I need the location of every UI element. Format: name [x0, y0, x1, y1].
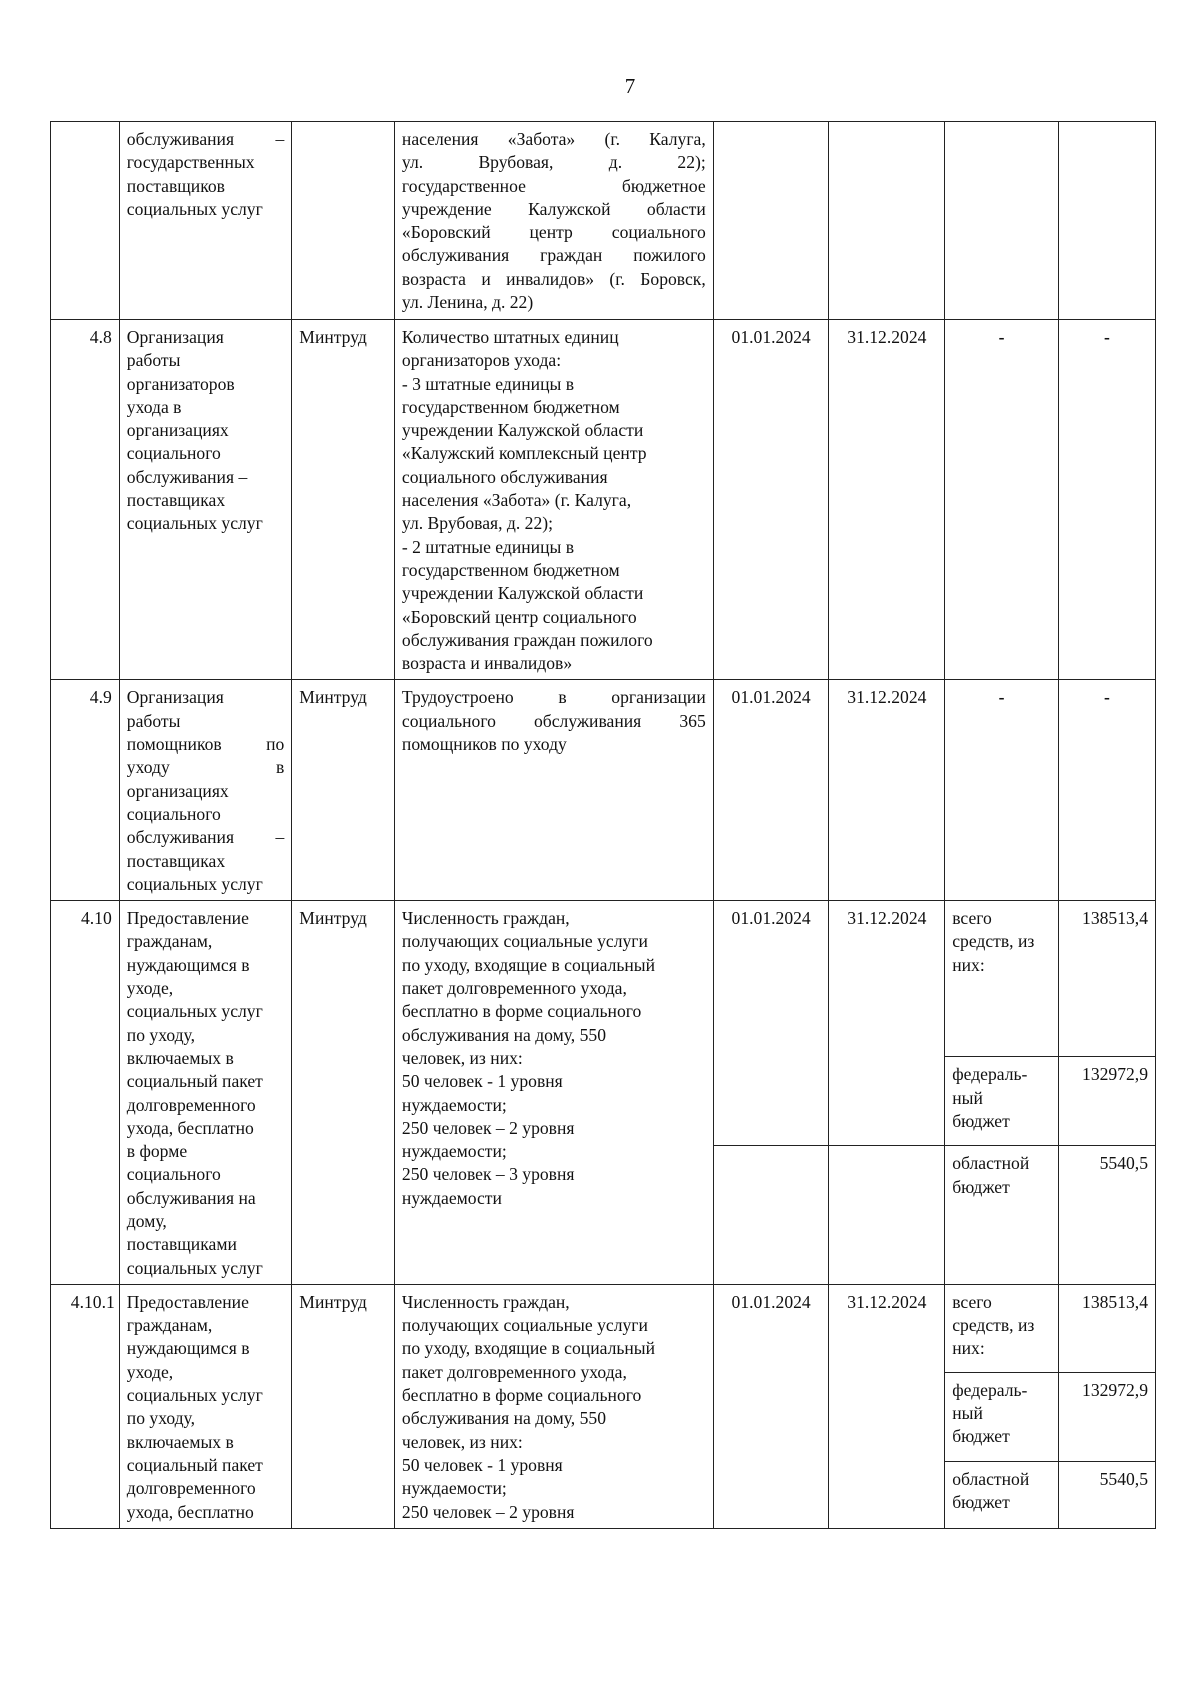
- funding-source-line: средств, из: [952, 931, 1035, 952]
- result-line: государственном бюджетном: [401, 559, 620, 580]
- funding-source-cell: [945, 1372, 1059, 1461]
- result-line: получающих социальные услуги: [401, 1315, 648, 1336]
- result-line: помощников по уходу: [401, 734, 567, 755]
- result-line: обслуживания граждан пожилого: [401, 245, 706, 266]
- table-row-4-10-1: [51, 1284, 1156, 1372]
- measure-name-line: Организация: [126, 327, 224, 347]
- funding-source-cell: [945, 1146, 1059, 1284]
- result-line: учреждении Калужской области: [401, 420, 644, 441]
- measure-name-line: помощников по: [126, 734, 285, 755]
- funding-source-cell: -: [945, 680, 1059, 901]
- measure-name-line: Предоставление: [126, 908, 249, 929]
- result-line: человек, из них:: [401, 1431, 523, 1452]
- result-line: обслуживания на дому, 550: [401, 1408, 606, 1429]
- start-date-cell: 01.01.2024: [713, 1284, 829, 1528]
- end-date-cell: 31.12.2024: [829, 1284, 945, 1528]
- funding-source-line: областной: [952, 1153, 1030, 1174]
- measure-name-line: в форме: [126, 1141, 188, 1162]
- executor-cell: Минтруд: [292, 680, 395, 901]
- measure-name-line: долговременного: [126, 1094, 256, 1115]
- result-line: возраста и инвалидов» (г. Боровск,: [401, 268, 706, 289]
- result-line: получающих социальные услуги: [401, 931, 648, 952]
- result-line: обслуживания на дому, 550: [401, 1024, 606, 1045]
- start-date-cell-empty: [713, 1146, 829, 1284]
- measure-name-line: гражданам,: [126, 1315, 213, 1336]
- measure-name-line: социального: [126, 443, 221, 464]
- measure-name-line: Организация: [126, 687, 224, 708]
- result-cell: [394, 320, 713, 680]
- result-line: 50 человек - 1 уровня: [401, 1454, 563, 1475]
- measure-name-line: организациях: [126, 780, 229, 801]
- row-number-cell: 4.9: [51, 680, 120, 901]
- result-line: 250 человек – 2 уровня: [401, 1501, 575, 1522]
- measure-name-line: уходе,: [126, 1361, 174, 1382]
- funding-amount-cell: 132972,9: [1058, 1057, 1155, 1146]
- funding-source-line: бюджет: [952, 1176, 1010, 1197]
- measure-name-line: организациях: [126, 420, 229, 441]
- measure-name-line: обслуживания –: [126, 827, 285, 848]
- result-line: Трудоустроено в организации: [401, 687, 706, 708]
- result-line: пакет долговременного ухода,: [401, 978, 627, 999]
- result-line: 250 человек – 3 уровня: [401, 1164, 575, 1185]
- measure-name-line: обслуживания –: [126, 466, 248, 487]
- measure-name-line: по уходу,: [126, 1408, 195, 1429]
- result-line: нуждаемости;: [401, 1094, 507, 1115]
- row-number-cell: 4.10: [51, 901, 120, 1285]
- start-date-cell: 01.01.2024: [713, 320, 829, 680]
- funding-source-line: бюджет: [952, 1426, 1010, 1447]
- row-number-cell: [51, 122, 120, 320]
- start-date-cell: 01.01.2024: [713, 680, 829, 901]
- result-line: ул. Врубовая, д. 22);: [401, 513, 553, 534]
- measure-name-line: нуждающимся в: [126, 1338, 250, 1359]
- funding-source-line: бюджет: [952, 1491, 1010, 1512]
- end-date-cell: [829, 122, 945, 320]
- start-date-cell: 01.01.2024: [713, 901, 829, 1146]
- measure-name-line: ухода в: [126, 396, 182, 417]
- executor-cell: Минтруд: [292, 901, 395, 1285]
- result-line: обслуживания граждан пожилого: [401, 629, 653, 650]
- measure-name-line: уходу в: [126, 757, 285, 778]
- result-line: учреждении Калужской области: [401, 583, 644, 604]
- result-line: ул. Врубовая, д. 22);: [401, 152, 706, 173]
- table-row-4-10: [51, 901, 1156, 1057]
- measure-name-line: включаемых в: [126, 1431, 234, 1452]
- funding-amount-cell: 132972,9: [1058, 1372, 1155, 1461]
- result-cell: [394, 680, 713, 901]
- start-date-cell: [713, 122, 829, 320]
- end-date-cell: 31.12.2024: [829, 320, 945, 680]
- end-date-cell-empty: [829, 1146, 945, 1284]
- measure-name-line: ухода, бесплатно: [126, 1117, 254, 1138]
- measure-name-line: социальных услуг: [126, 873, 263, 894]
- funding-source-line: областной: [952, 1468, 1030, 1489]
- row-number-cell: 4.10.1: [51, 1284, 120, 1528]
- measure-name-line: ухода, бесплатно: [126, 1501, 254, 1522]
- table-row-4-9: [51, 680, 1156, 901]
- funding-source-cell: [945, 1057, 1059, 1146]
- funding-source-line: всего: [952, 1291, 992, 1312]
- measure-name-line: социальных услуг: [126, 513, 263, 534]
- measure-name-line: социальный пакет: [126, 1071, 263, 1092]
- result-line: нуждаемости;: [401, 1141, 507, 1162]
- result-line: учреждение Калужской области: [401, 198, 706, 219]
- funding-amount-cell: -: [1058, 320, 1155, 680]
- measure-name-line: государственных: [126, 152, 255, 173]
- funding-source-cell: [945, 122, 1059, 320]
- funding-source-cell: [945, 901, 1059, 1057]
- result-line: пакет долговременного ухода,: [401, 1361, 627, 1382]
- funding-amount-cell: [1058, 122, 1155, 320]
- measure-name-cell: [119, 680, 292, 901]
- end-date-cell: 31.12.2024: [829, 680, 945, 901]
- result-cell: [394, 122, 713, 320]
- result-line: бесплатно в форме социального: [401, 1001, 642, 1022]
- result-line: по уходу, входящие в социальный: [401, 1338, 656, 1359]
- result-line: 250 человек – 2 уровня: [401, 1117, 575, 1138]
- measure-name-line: социального: [126, 803, 221, 824]
- result-line: социального обслуживания 365: [401, 710, 706, 731]
- funding-amount-cell: 138513,4: [1058, 901, 1155, 1057]
- measure-name-line: социальный пакет: [126, 1454, 263, 1475]
- measure-name-line: обслуживания на: [126, 1187, 256, 1208]
- table-row-4-8: [51, 320, 1156, 680]
- funding-source-line: федераль-: [952, 1379, 1028, 1400]
- result-line: возраста и инвалидов»: [401, 653, 573, 674]
- result-line: Численность граждан,: [401, 908, 570, 929]
- measure-name-line: поставщиках: [126, 850, 226, 871]
- measure-name-line: включаемых в: [126, 1047, 234, 1068]
- funding-source-line: всего: [952, 908, 992, 929]
- measure-name-cell: [119, 901, 292, 1285]
- result-line: человек, из них:: [401, 1047, 523, 1068]
- measure-name-line: обслуживания –: [126, 129, 285, 149]
- result-line: нуждаемости: [401, 1187, 502, 1208]
- measure-name-line: организаторов: [126, 373, 235, 394]
- measure-name-cell: [119, 320, 292, 680]
- result-line: - 2 штатные единицы в: [401, 536, 575, 557]
- measure-name-line: работы: [126, 710, 181, 731]
- result-line: ул. Ленина, д. 22): [401, 292, 534, 313]
- measure-name-line: социальных услуг: [126, 1257, 263, 1278]
- result-line: по уходу, входящие в социальный: [401, 954, 656, 975]
- funding-source-line: ный: [952, 1403, 983, 1424]
- funding-source-cell: [945, 1284, 1059, 1372]
- measure-name-line: по уходу,: [126, 1024, 195, 1045]
- result-line: государственном бюджетном: [401, 396, 620, 417]
- result-line: - 3 штатные единицы в: [401, 373, 575, 394]
- measure-name-line: социального: [126, 1164, 221, 1185]
- funding-source-cell: [945, 1461, 1059, 1528]
- measure-name-line: поставщиками: [126, 1234, 237, 1255]
- measure-name-line: поставщиках: [126, 490, 226, 511]
- funding-source-line: федераль-: [952, 1064, 1028, 1085]
- result-line: Количество штатных единиц: [401, 327, 619, 347]
- row-number-cell: 4.8: [51, 320, 120, 680]
- funding-amount-cell: 138513,4: [1058, 1284, 1155, 1372]
- executor-cell: Минтруд: [292, 1284, 395, 1528]
- page-number: 7: [624, 74, 636, 98]
- executor-cell: Минтруд: [292, 320, 395, 680]
- funding-amount-cell: 5540,5: [1058, 1461, 1155, 1528]
- result-cell: [394, 901, 713, 1285]
- funding-source-line: них:: [952, 954, 985, 975]
- result-line: «Калужский комплексный центр: [401, 443, 647, 464]
- result-cell: [394, 1284, 713, 1528]
- result-line: бесплатно в форме социального: [401, 1385, 642, 1406]
- measure-name-cell: [119, 1284, 292, 1528]
- funding-source-line: средств, из: [952, 1315, 1035, 1336]
- measure-name-line: дому,: [126, 1210, 167, 1231]
- result-line: «Боровский центр социального: [401, 222, 706, 243]
- measure-name-line: поставщиков: [126, 175, 225, 196]
- measure-name-line: работы: [126, 350, 181, 371]
- table-row-continuation: [51, 122, 1156, 320]
- result-line: нуждаемости;: [401, 1478, 507, 1499]
- funding-source-cell: -: [945, 320, 1059, 680]
- funding-amount-cell: 5540,5: [1058, 1146, 1155, 1284]
- end-date-cell: 31.12.2024: [829, 901, 945, 1146]
- result-line: Численность граждан,: [401, 1291, 570, 1312]
- result-line: организаторов ухода:: [401, 350, 562, 371]
- measure-name-line: долговременного: [126, 1478, 256, 1499]
- result-line: 50 человек - 1 уровня: [401, 1071, 563, 1092]
- measure-name-line: гражданам,: [126, 931, 213, 952]
- measure-name-line: социальных услуг: [126, 1001, 263, 1022]
- funding-source-line: бюджет: [952, 1110, 1010, 1131]
- result-line: государственное бюджетное: [401, 175, 706, 196]
- funding-source-line: них:: [952, 1338, 985, 1359]
- executor-cell: [292, 122, 395, 320]
- funding-amount-cell: -: [1058, 680, 1155, 901]
- measure-name-line: Предоставление: [126, 1291, 249, 1312]
- measure-name-cell: [119, 122, 292, 320]
- measure-name-line: социальных услуг: [126, 1385, 263, 1406]
- measures-table: [50, 121, 1156, 1529]
- funding-source-line: ный: [952, 1087, 983, 1108]
- measure-name-line: социальных услуг: [126, 198, 263, 219]
- result-line: населения «Забота» (г. Калуга,: [401, 490, 632, 511]
- measure-name-line: уходе,: [126, 978, 174, 999]
- result-line: населения «Забота» (г. Калуга,: [401, 129, 706, 149]
- result-line: социального обслуживания: [401, 466, 608, 487]
- result-line: «Боровский центр социального: [401, 606, 637, 627]
- measure-name-line: нуждающимся в: [126, 954, 250, 975]
